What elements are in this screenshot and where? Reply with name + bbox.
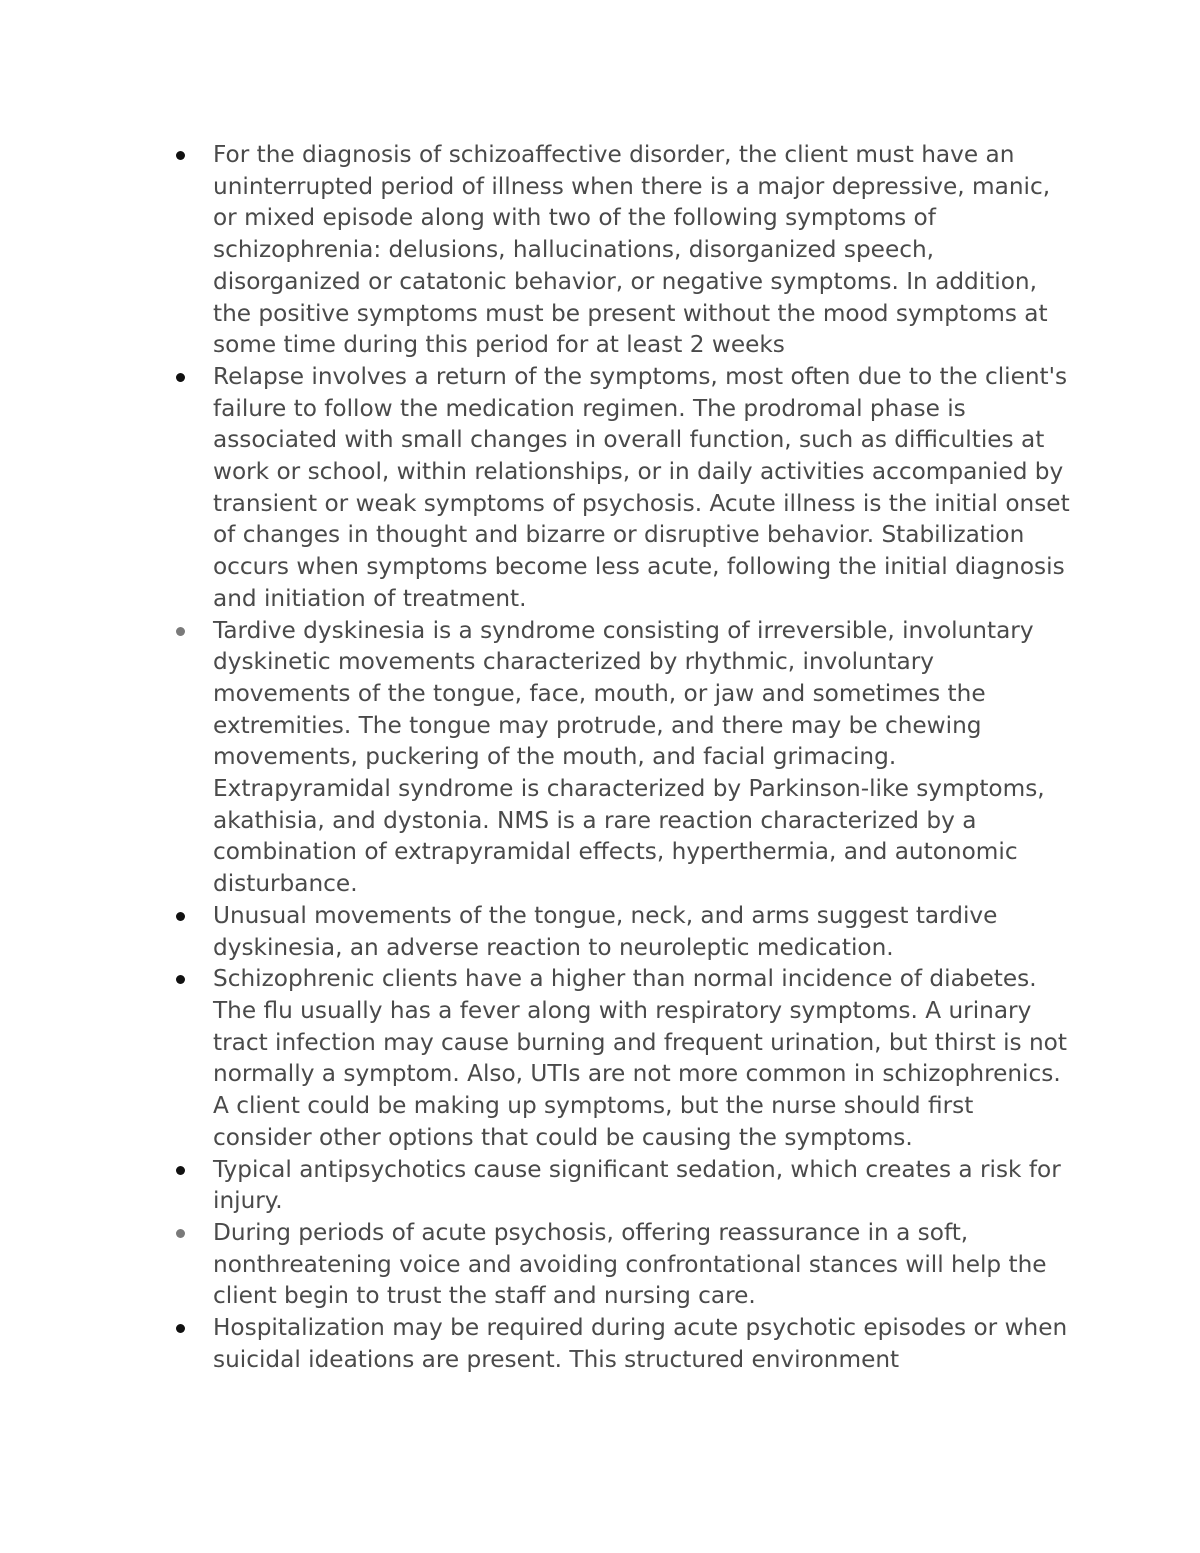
list-item	[172, 900, 1072, 963]
bullet-list	[172, 139, 1072, 1375]
list-item-text: Typical antipsychotics cause significant sedation, which creates a risk for injury.	[213, 1155, 1061, 1215]
bullet-icon	[176, 373, 185, 382]
list-item-text: Tardive dyskinesia is a syndrome consisting of irreversible, involuntary dyskinetic movements characterized by rhythmic, involuntary movements of the tongue, face, mouth, or jaw and sometimes the extremities. The tongue may protrude, and there may be chewing movements, puckering of the mouth, and facial grimacing. Extrapyramidal syndrome is characterized by Parkinson-like symptoms, akathisia, and dystonia. NMS is a rare reaction characterized by a combination of extrapyramidal effects, hyperthermia, and autonomic disturbance.	[213, 616, 1045, 898]
bullet-icon	[176, 1229, 185, 1238]
list-item-text: Hospitalization may be required during acute psychotic episodes or when suicidal ideations are present. This structured environment	[213, 1314, 1068, 1373]
list-item	[172, 963, 1072, 1153]
list-item-text: For the diagnosis of schizoaffective disorder, the client must have an uninterrupted period of illness when there is a major depressive, manic, or mixed episode along with two of the following symptoms of schizophrenia: delusions, hallucinations, disorganized speech, disorganized or catatonic behavior, or negative symptoms. In addition, the positive symptoms must be present without the mood symptoms at some time during this period for at least 2 weeks	[213, 141, 1051, 359]
list-item-text: Relapse involves a return of the symptoms, most often due to the client's failure to follow the medication regimen. The prodromal phase is associated with small changes in overall function, such as difficulties at work or school, within relationships, or in daily activities accompanied by transient or weak symptoms of psychosis. Acute illness is the initial onset of changes in thought and bizarre or disruptive behavior. Stabilization occurs when symptoms become less acute, following the initial diagnosis and initiation of treatment.	[213, 362, 1070, 612]
list-item-text: Unusual movements of the tongue, neck, and arms suggest tardive dyskinesia, an adverse reaction to neuroleptic medication.	[213, 901, 998, 961]
list-item	[172, 361, 1072, 615]
list-item	[172, 139, 1072, 361]
bullet-icon	[176, 1324, 185, 1333]
bullet-icon	[176, 912, 185, 921]
bullet-icon	[176, 975, 185, 984]
list-item	[172, 615, 1072, 900]
list-item-text: During periods of acute psychosis, offering reassurance in a soft, nonthreatening voice and avoiding confrontational stances will help the client begin to trust the staff and nursing care.	[213, 1218, 1047, 1310]
list-item-text: Schizophrenic clients have a higher than normal incidence of diabetes. The flu usually has a fever along with respiratory symptoms. A urinary tract infection may cause burning and frequent urination, but thirst is not normally a symptom. Also, UTIs are not more common in schizophrenics. A client could be making up symptoms, but the nurse should first consider other options that could be causing the symptoms.	[213, 965, 1067, 1151]
list-item	[172, 1312, 1072, 1375]
bullet-icon	[176, 1166, 185, 1175]
list-item	[172, 1217, 1072, 1312]
list-item	[172, 1154, 1072, 1217]
bullet-icon	[176, 627, 185, 636]
bullet-icon	[176, 151, 185, 160]
